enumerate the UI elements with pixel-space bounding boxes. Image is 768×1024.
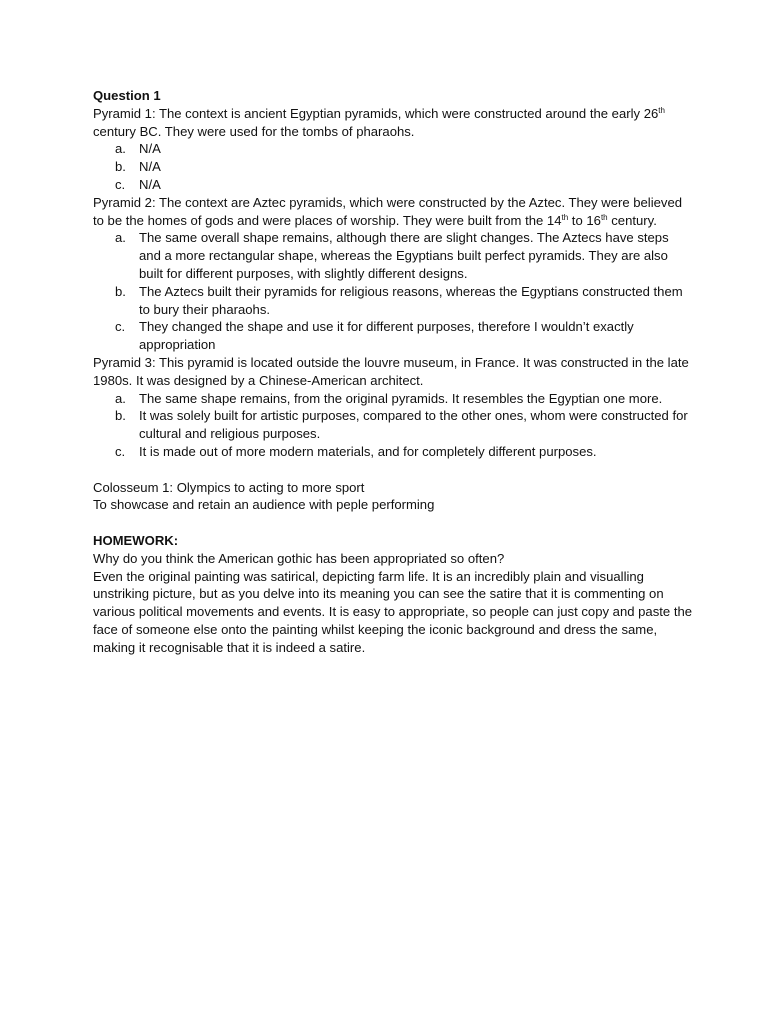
list-marker: b. [115, 159, 126, 175]
list-item [93, 229, 693, 282]
list-item-text: They changed the shape and use it for different purposes, therefore I wouldn’t exactly appropriation [139, 319, 634, 353]
list-item-text: It is made out of more modern materials, and for completely different purposes. [139, 443, 597, 459]
list-item-text: The Aztecs built their pyramids for religious reasons, whereas the Egyptians constructed them to bury their pharaohs. [139, 283, 683, 317]
blank-line [93, 461, 693, 479]
pyramid-1-list [93, 140, 693, 193]
list-item-text: It was solely built for artistic purposes, compared to the other ones, whom were constructed for cultural and religious purposes. [139, 408, 688, 442]
pyramid-3-list [93, 390, 693, 461]
list-marker: c. [115, 176, 126, 192]
pyramid-2-intro-text-a: Pyramid 2: The context are Aztec pyramids, which were constructed by the Aztec. They were believed to be the homes of gods and were places of worship. They were built from the 14 [93, 194, 683, 228]
list-item [93, 140, 693, 158]
homework-answer: Even the original painting was satirical, depicting farm life. It is an incredibly plain and visualling unstriking picture, but as you delve into its meaning you can see the satire that it is commenting on various political movements and events. It is easy to appropriate, so people can just copy and paste the face of someone else onto the painting whilst keeping the iconic background and dress the same, making it recognisable that it is indeed a satire. [93, 568, 693, 655]
colosseum-line-1: Colosseum 1: Olympics to acting to more sport [93, 479, 365, 495]
colosseum-line-2: To showcase and retain an audience with peple performing [93, 497, 435, 513]
pyramid-1-intro-text-b: century BC. They were used for the tombs of pharaohs. [93, 123, 415, 139]
question-1-heading: Question 1 [93, 88, 161, 103]
pyramid-2-superscript-1: th [561, 212, 569, 222]
list-marker: b. [115, 283, 126, 299]
pyramid-1-intro-text-a: Pyramid 1: The context is ancient Egyptian pyramids, which were constructed around the early 26 [93, 105, 659, 121]
blank-line [93, 514, 693, 532]
list-marker: a. [115, 230, 126, 246]
list-item [93, 158, 693, 176]
pyramid-1-superscript: th [658, 105, 665, 115]
homework-heading: HOMEWORK: [93, 532, 179, 548]
pyramid-2-intro-text-b: to 16 [568, 212, 601, 228]
list-marker: c. [115, 443, 126, 459]
list-item-text: The same shape remains, from the original pyramids. It resembles the Egyptian one more. [139, 390, 663, 406]
pyramid-2-list [93, 229, 693, 354]
list-item [93, 390, 693, 408]
list-item-text: N/A [139, 159, 161, 175]
list-marker: c. [115, 319, 126, 335]
list-item [93, 283, 693, 319]
list-marker: a. [115, 141, 126, 157]
homework-question: Why do you think the American gothic has been appropriated so often? [93, 550, 505, 566]
list-item [93, 176, 693, 194]
list-marker: a. [115, 390, 126, 406]
pyramid-2-intro [93, 194, 693, 230]
document-page [93, 87, 693, 657]
list-marker: b. [115, 408, 126, 424]
pyramid-2-superscript-2: th [600, 212, 608, 222]
pyramid-1-intro [93, 105, 693, 141]
pyramid-2-intro-text-c: century. [607, 212, 657, 228]
list-item [93, 407, 693, 443]
pyramid-3-intro: Pyramid 3: This pyramid is located outside the louvre museum, in France. It was constructed in the late 1980s. It was designed by a Chinese-American architect. [93, 354, 689, 388]
list-item [93, 443, 693, 461]
list-item-text: N/A [139, 141, 161, 157]
list-item [93, 318, 693, 354]
list-item-text: N/A [139, 176, 161, 192]
list-item-text: The same overall shape remains, although there are slight changes. The Aztecs have steps and a more rectangular shape, whereas the Egyptians built perfect pyramids. They are also built for different purposes, with slightly different designs. [139, 230, 669, 281]
